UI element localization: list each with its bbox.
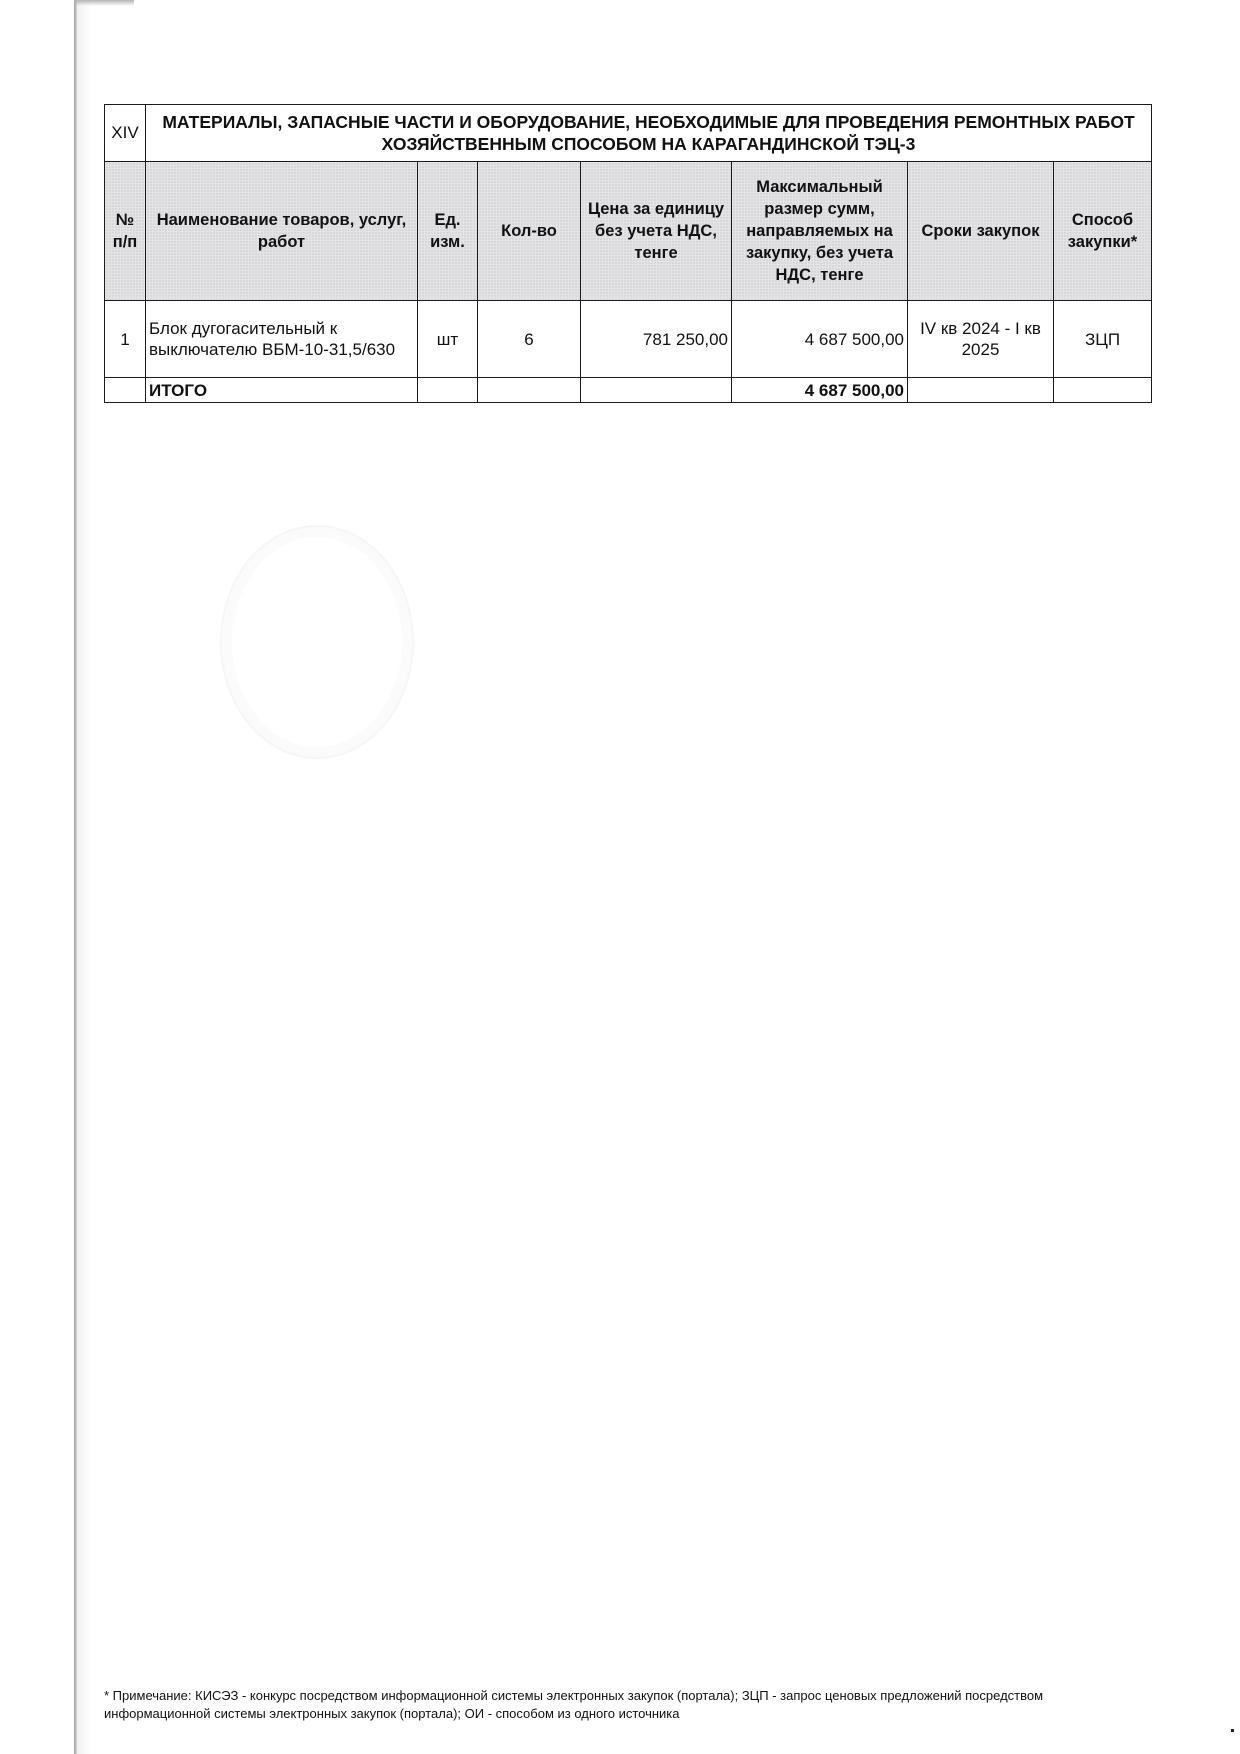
- col-header-name: Наименование товаров, услуг, работ: [146, 162, 418, 301]
- table-row: [105, 301, 1152, 378]
- col-header-num: № п/п: [105, 162, 146, 301]
- total-cell-empty-method: [1054, 378, 1152, 403]
- total-max-sum: 4 687 500,00: [732, 378, 908, 403]
- total-cell-empty-period: [908, 378, 1054, 403]
- col-header-method: Способ закупки*: [1054, 162, 1152, 301]
- cell-qty: 6: [478, 301, 581, 378]
- total-label: ИТОГО: [146, 378, 418, 403]
- cell-period: IV кв 2024 - I кв 2025: [908, 301, 1054, 378]
- col-header-unit: Ед. изм.: [418, 162, 478, 301]
- col-header-period: Сроки закупок: [908, 162, 1054, 301]
- total-cell-empty-num: [105, 378, 146, 403]
- cell-method: ЗЦП: [1054, 301, 1152, 378]
- scan-corner-mark: [1231, 1729, 1234, 1732]
- page-edge-shadow: [77, 0, 91, 1754]
- total-cell-empty-price: [581, 378, 732, 403]
- col-header-price: Цена за единицу без учета НДС, тенге: [581, 162, 732, 301]
- total-cell-empty-qty: [478, 378, 581, 403]
- cell-unit: шт: [418, 301, 478, 378]
- cell-price: 781 250,00: [581, 301, 732, 378]
- total-cell-empty-unit: [418, 378, 478, 403]
- total-row: [105, 378, 1152, 403]
- footnote: * Примечание: КИСЭЗ - конкурс посредством информационной системы электронных закупок (портала); ЗЦП - запрос ценовых предложений посредством информационной системы электронных закупок (портала); ОИ - способом из одного источника: [104, 1688, 1044, 1721]
- section-title: МАТЕРИАЛЫ, ЗАПАСНЫЕ ЧАСТИ И ОБОРУДОВАНИЕ, НЕОБХОДИМЫЕ ДЛЯ ПРОВЕДЕНИЯ РЕМОНТНЫХ РАБОТ ХОЗЯЙСТВЕННЫМ СПОСОБОМ НА КАРАГАНДИНСКОЙ ТЭЦ-3: [146, 105, 1152, 162]
- col-header-max-sum: Максимальный размер сумм, направляемых на закупку, без учета НДС, тенге: [732, 162, 908, 301]
- section-title-row: [105, 105, 1152, 162]
- faint-stamp-image: [220, 525, 414, 759]
- page-top-edge: [74, 0, 134, 6]
- cell-num: 1: [105, 301, 146, 378]
- cell-max-sum: 4 687 500,00: [732, 301, 908, 378]
- column-header-row: [105, 162, 1152, 301]
- section-roman-number: XIV: [105, 105, 146, 162]
- col-header-qty: Кол-во: [478, 162, 581, 301]
- cell-name: Блок дугогасительный к выключателю ВБМ-10-31,5/630: [146, 301, 418, 378]
- procurement-table: [104, 104, 1152, 403]
